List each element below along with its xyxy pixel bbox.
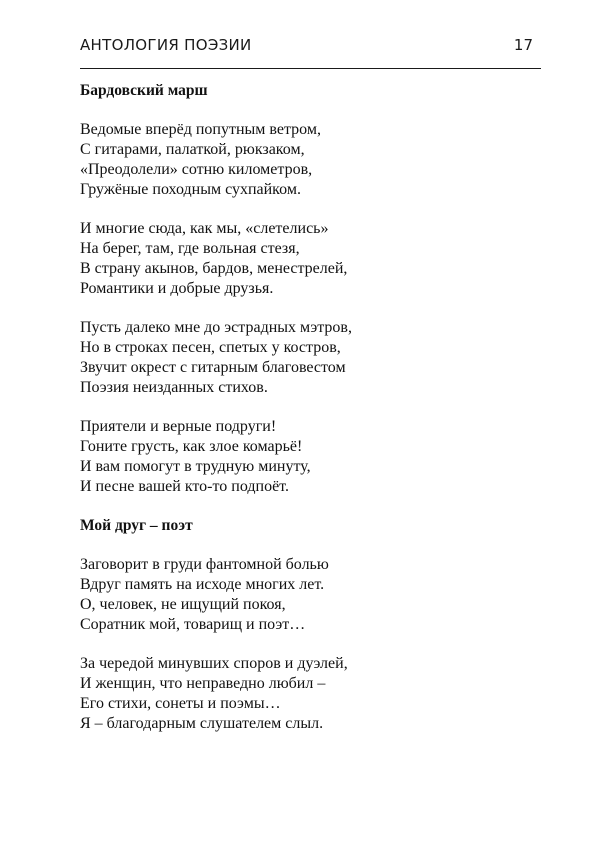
stanza [80,318,550,398]
poem-line: Приятели и верные подруги! [80,418,277,435]
poem-line: И вам помогут в трудную минуту, [80,458,311,475]
page-header [80,36,541,69]
poem-line: С гитарами, палаткой, рюкзаком, [80,141,305,158]
poem-line: В страну акынов, бардов, менестрелей, [80,260,348,277]
poem-line: И женщин, что неправедно любил – [80,675,326,692]
poem-line: Его стихи, сонеты и поэмы… [80,695,281,712]
poem-line: За чередой минувших споров и дуэлей, [80,655,348,672]
poem-title: Мой друг – поэт [80,517,193,534]
poem-line: И многие сюда, как мы, «слетелись» [80,220,329,237]
poem-line: Вдруг память на исходе многих лет. [80,576,325,593]
poem-line: Заговорит в груди фантомной болью [80,556,329,573]
poem-title: Бардовский марш [80,82,208,99]
poem-line: Но в строках песен, спетых у костров, [80,339,341,356]
stanza [80,120,550,200]
page-content [80,72,550,753]
stanza [80,555,550,635]
page-number: 17 [513,36,533,54]
stanza [80,417,550,497]
poem-line: На берег, там, где вольная стезя, [80,240,300,257]
poem-line: Гружёные походным сухпайком. [80,181,301,198]
poem-line: Пусть далеко мне до эстрадных мэтров, [80,319,352,336]
poem-line: И песне вашей кто-то подпоёт. [80,478,289,495]
poem-line: Поэзия неизданных стихов. [80,379,268,396]
poem-line: Гоните грусть, как злое комарьё! [80,438,303,455]
poem-line: Звучит окрест с гитарным благовестом [80,359,346,376]
poem-line: Соратник мой, товарищ и поэт… [80,616,306,633]
poem-line: «Преодолели» сотню километров, [80,161,313,178]
poem-line: Ведомые вперёд попутным ветром, [80,121,321,138]
stanza [80,654,550,734]
poem-line: Романтики и добрые друзья. [80,280,274,297]
poem-line: О, человек, не ищущий покоя, [80,596,286,613]
poem-bardovsky-marsh [80,81,550,497]
stanza [80,219,550,299]
poem-moy-drug-poet [80,516,550,734]
running-header-title: АНТОЛОГИЯ ПОЭЗИИ [80,36,252,54]
poem-line: Я – благодарным слушателем слыл. [80,715,324,732]
